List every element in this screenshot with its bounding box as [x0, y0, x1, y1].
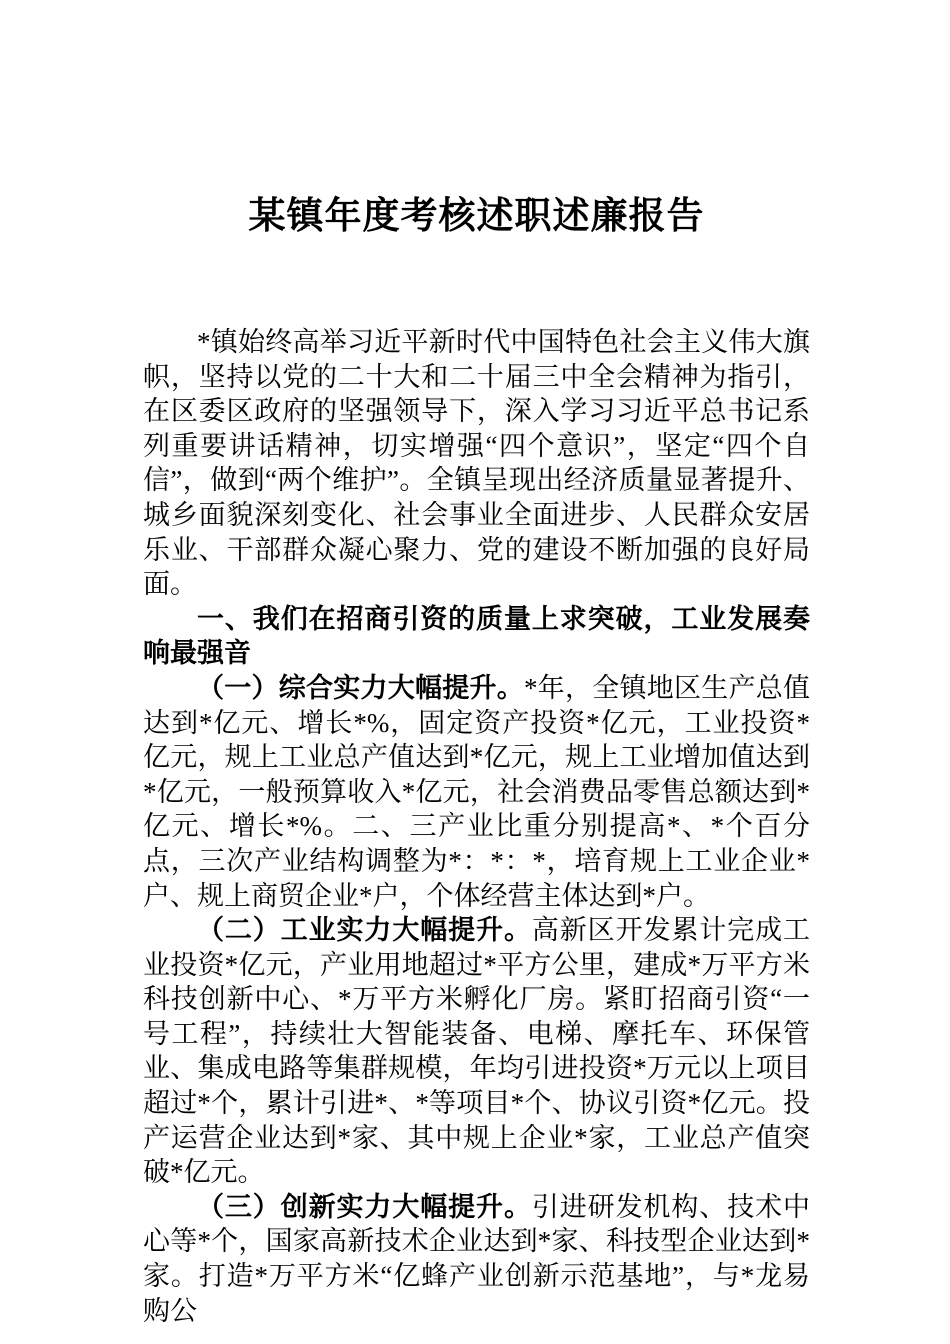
paragraph-2-lead: （二）工业实力大幅提升。: [197, 915, 532, 946]
intro-paragraph: *镇始终高举习近平新时代中国特色社会主义伟大旗帜，坚持以党的二十大和二十届三中全会精神为指引，在区委区政府的坚强领导下，深入学习习近平总书记系列重要讲话精神，切实增强“四个意识”，坚定“四个自信”，做到“两个维护”。全镇呈现出经济质量显著提升、城乡面貌深刻变化、社会事业全面进步、人民群众安居乐业、干部群众凝心聚力、党的建设不断加强的良好局面。: [143, 327, 810, 600]
paragraph-item-3: [143, 1190, 810, 1328]
paragraph-item-2: [143, 913, 810, 1190]
document-title: 某镇年度考核述职述廉报告: [248, 195, 705, 236]
paragraph-item-1: [143, 671, 810, 913]
paragraph-3-text: 引进研发机构、技术中心等*个，国家高新技术企业达到*家、科技型企业达到*家。打造*万平方米“亿蜂产业创新示范基地”，与*龙易购公: [143, 1191, 811, 1326]
section-heading-1: 一、我们在招商引资的质量上求突破，工业发展奏响最强音: [143, 603, 810, 669]
paragraph-1-text: *年，全镇地区生产总值达到*亿元、增长*%，固定资产投资*亿元，工业投资*亿元，规上工业总产值达到*亿元，规上工业增加值达到*亿元，一般预算收入*亿元，社会消费品零售总额达到*亿元、增长*%。二、三产业比重分别提高*、*个百分点，三次产业结构调整为*：*：*，培育规上工业企业*户、规上商贸企业*户，个体经营主体达到*户。: [143, 672, 810, 911]
paragraph-2-text: 高新区开发累计完成工业投资*亿元，产业用地超过*平方公里，建成*万平方米科技创新中心、*万平方米孵化厂房。紧盯招商引资“一号工程”，持续壮大智能装备、电梯、摩托车、环保管业、集成电路等集群规模，年均引进投资*万元以上项目超过*个，累计引进*、*等项目*个、协议引资*亿元。投产运营企业达到*家、其中规上企业*家，工业总产值突破*亿元。: [143, 915, 811, 1188]
paragraph-3-lead: （三）创新实力大幅提升。: [197, 1191, 532, 1222]
paragraph-1-lead: （一）综合实力大幅提升。: [197, 672, 524, 703]
